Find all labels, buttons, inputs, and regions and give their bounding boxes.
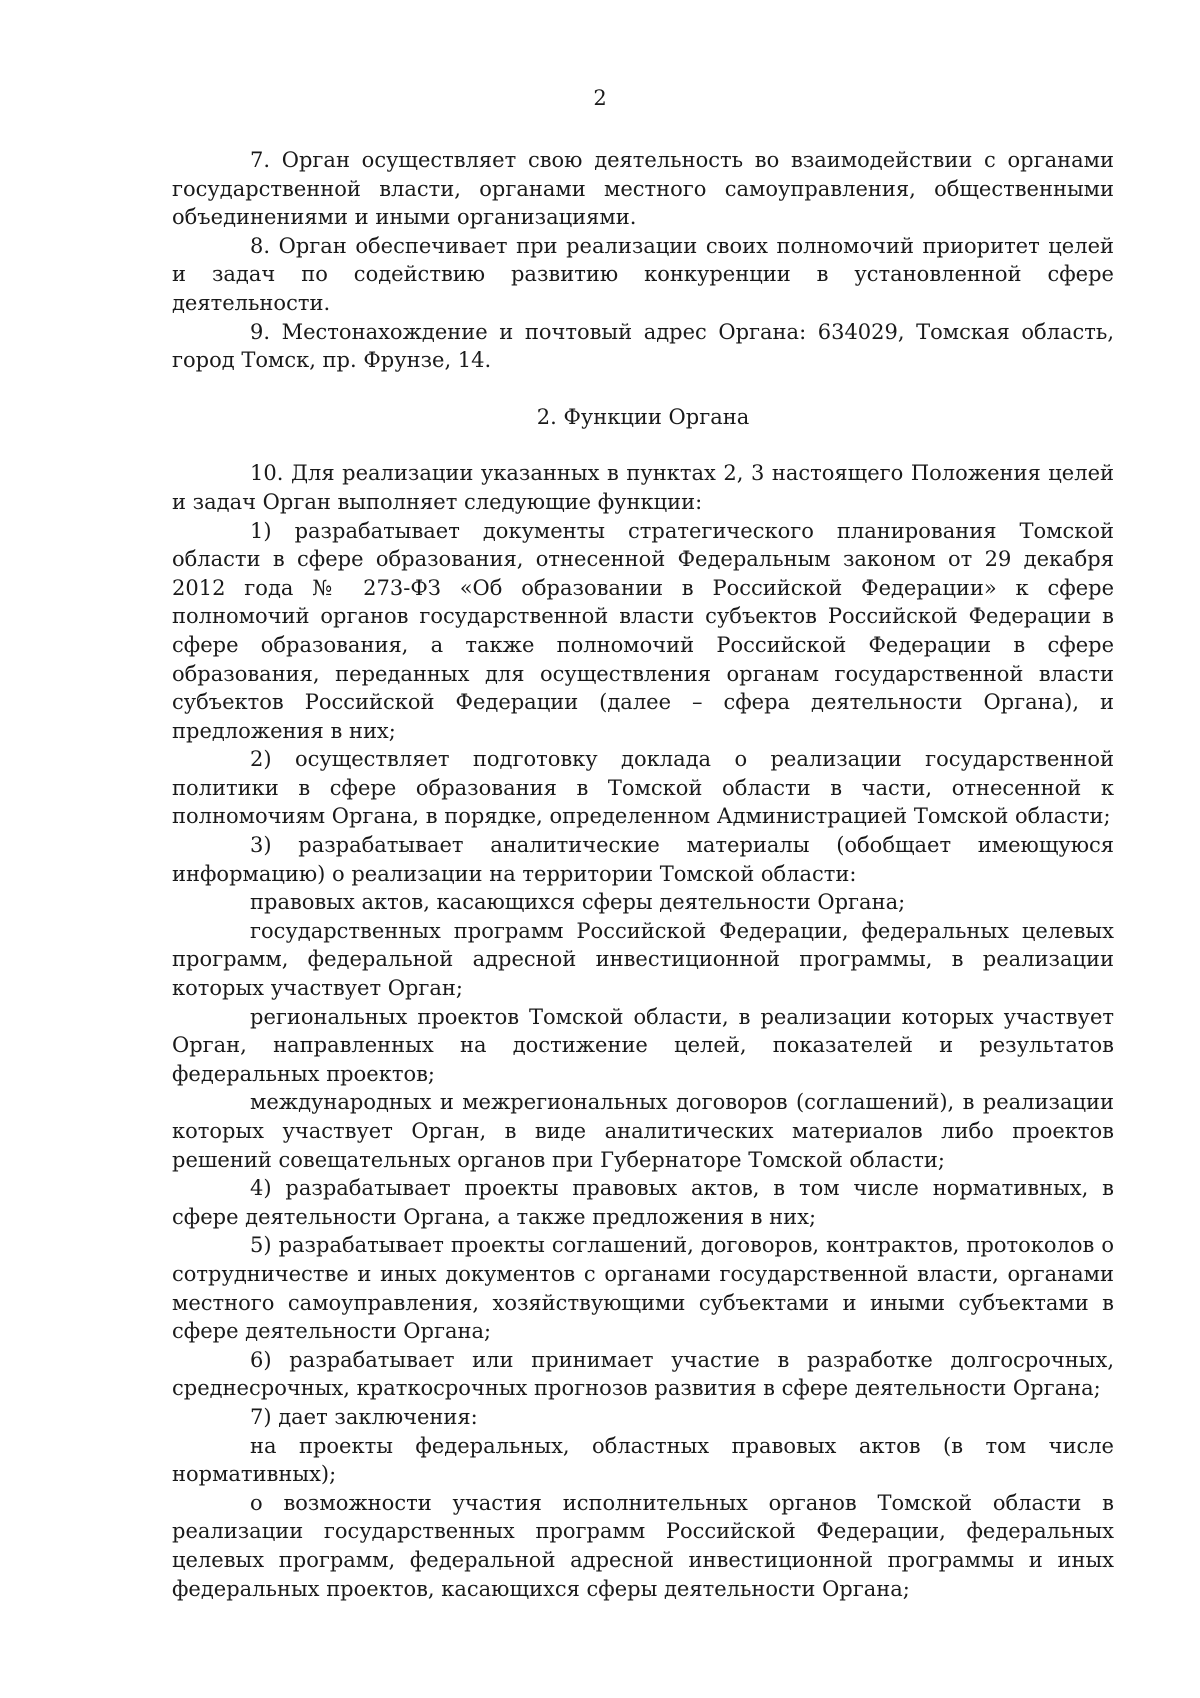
paragraph-8: 8. Орган обеспечивает при реализации своих полномочий приоритет целей и задач по содействию развитию конкуренции в установленной сфере деятельности. bbox=[172, 233, 1114, 315]
paragraph-9: 9. Местонахождение и почтовый адрес Органа: 634029, Томская область, город Томск, пр. Фрунзе, 14. bbox=[172, 319, 1114, 373]
section-title: 2. Функции Органа bbox=[536, 404, 750, 429]
function-item-4: 4) разрабатывает проекты правовых актов, в том числе нормативных, в сфере деятельности Органа, а также предложения в них; bbox=[172, 1176, 1114, 1229]
function-item-3: 3) разрабатывает аналитические материалы (обобщает имеющуюся информацию) о реализации на территории Томской области: bbox=[172, 833, 1114, 886]
function-item-7: 7) дает заключения: bbox=[250, 1404, 478, 1429]
paragraph-10: 10. Для реализации указанных в пунктах 2, 3 настоящего Положения целей и задач Орган выполняет следующие функции: bbox=[172, 461, 1114, 514]
page-number: 2 bbox=[593, 86, 607, 110]
function-item-1: 1) разрабатывает документы стратегического планирования Томской области в сфере образования, отнесенной Федеральным законом от 29 декабря 2012 года № 273-ФЗ «Об образовании в Российской Федерации» к сфере полномочий органов государственной власти субъектов Российской Федерации в сфере образования, а также полномочий Российской Федерации в сфере образования, переданных для осуществления органам государственной власти субъектов Российской Федерации (далее – сфера деятельности Органа), и предложения в них; bbox=[172, 518, 1114, 743]
function-item-7-sub-participation: о возможности участия исполнительных органов Томской области в реализации государственных программ Российской Федерации, федеральных целевых программ, федеральной адресной инвестиционной программы и иных федеральных проектов, касающихся сферы деятельности Органа; bbox=[172, 1490, 1114, 1601]
function-item-3-sub-regional-projects: региональных проектов Томской области, в реализации которых участвует Орган, направленных на достижение целей, показателей и результатов федеральных проектов; bbox=[172, 1004, 1114, 1086]
function-item-6: 6) разрабатывает или принимает участие в разработке долгосрочных, среднесрочных, краткосрочных прогнозов развития в сфере деятельности Органа; bbox=[172, 1347, 1114, 1401]
document-body bbox=[172, 146, 1114, 1603]
function-item-3-sub-state-programs: государственных программ Российской Федерации, федеральных целевых программ, федеральной адресной инвестиционной программы, в реализации которых участвует Орган; bbox=[172, 918, 1114, 1001]
function-item-2: 2) осуществляет подготовку доклада о реализации государственной политики в сфере образования в Томской области в части, отнесенной к полномочиям Органа, в порядке, определенном Администрацией Томской области; bbox=[172, 747, 1114, 829]
function-item-5: 5) разрабатывает проекты соглашений, договоров, контрактов, протоколов о сотрудничестве и иных документов с органами государственной власти, органами местного самоуправления, хозяйствующими субъектами и иными субъектами в сфере деятельности Органа; bbox=[172, 1233, 1114, 1344]
function-item-3-sub-legal-acts: правовых актов, касающихся сферы деятельности Органа; bbox=[250, 890, 906, 915]
function-item-3-sub-agreements: международных и межрегиональных договоров (соглашений), в реализации которых участвует Орган, в виде аналитических материалов либо проектов решений совещательных органов при Губернаторе Томской области; bbox=[172, 1090, 1114, 1172]
function-item-7-sub-draft-acts: на проекты федеральных, областных правовых актов (в том числе нормативных); bbox=[172, 1433, 1114, 1487]
paragraph-7: 7. Орган осуществляет свою деятельность во взаимодействии с органами государственной власти, органами местного самоуправления, общественными объединениями и иными организациями. bbox=[172, 148, 1114, 230]
